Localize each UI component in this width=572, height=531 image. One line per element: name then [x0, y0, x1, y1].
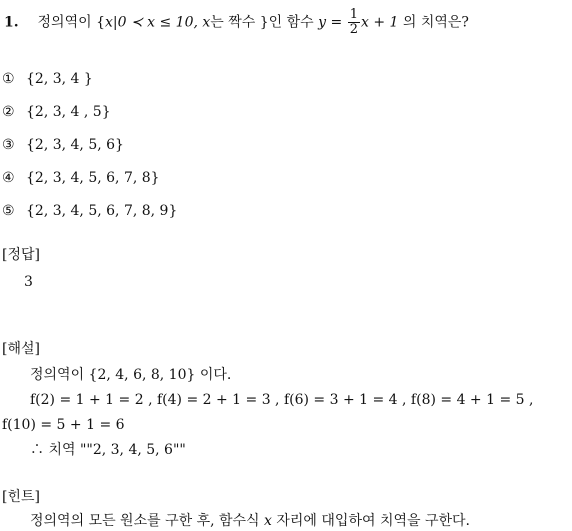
- answer-label: [정답]: [2, 247, 40, 263]
- question-text-after: 의 치역은?: [398, 14, 469, 31]
- fraction: [348, 8, 360, 37]
- fraction-numerator: 1: [349, 7, 358, 22]
- option-2-mark: ②: [2, 104, 15, 120]
- hint-label: [힌트]: [2, 489, 40, 505]
- explanation-line-3: f(10) = 5 + 1 = 6: [2, 417, 125, 433]
- explanation-label: [해설]: [2, 341, 40, 357]
- option-4[interactable]: [2, 169, 160, 187]
- option-3-mark: ③: [2, 137, 15, 153]
- question-text-before: 정의역이 {: [37, 14, 105, 31]
- explanation-line-4: ∴ 치역 ""2, 3, 4, 5, 6"": [30, 442, 186, 458]
- hint-variable: x: [264, 513, 272, 529]
- option-5-mark: ⑤: [2, 203, 15, 219]
- fraction-denominator: 2: [349, 22, 358, 37]
- option-4-text: {2, 3, 4, 5, 6, 7, 8}: [26, 170, 160, 186]
- option-5-text: {2, 3, 4, 5, 6, 7, 8, 9}: [26, 203, 178, 219]
- hint-text-before: 정의역의 모든 원소를 구한 후, 함수식: [30, 513, 265, 529]
- option-1[interactable]: [2, 70, 93, 88]
- question-line: [4, 8, 469, 37]
- explanation-line-1: 정의역이 {2, 4, 6, 8, 10} 이다.: [30, 367, 232, 383]
- option-2-text: {2, 3, 4 , 5}: [26, 104, 111, 120]
- question-text-mid: 는 짝수 }인 함수: [210, 14, 319, 31]
- hint-text: [30, 512, 470, 530]
- option-3-text: {2, 3, 4, 5, 6}: [26, 137, 124, 153]
- question-number: 1.: [4, 14, 19, 31]
- option-4-mark: ④: [2, 170, 15, 186]
- option-1-mark: ①: [2, 71, 15, 87]
- option-5[interactable]: [2, 202, 177, 220]
- option-1-text: {2, 3, 4 }: [26, 71, 93, 87]
- hint-text-after: 자리에 대입하여 치역을 구한다.: [271, 513, 470, 529]
- question-func-rhs: x + 1: [360, 14, 399, 31]
- option-2[interactable]: [2, 103, 111, 121]
- option-3[interactable]: [2, 136, 124, 154]
- answer-value: 3: [24, 274, 33, 290]
- explanation-line-2: f(2) = 1 + 1 = 2 , f(4) = 2 + 1 = 3 , f(6) = 3 + 1 = 4 , f(8) = 4 + 1 = 5 ,: [30, 392, 534, 408]
- question-domain-expr: x|0 ≺ x ≤ 10, x: [105, 14, 211, 31]
- question-func-lhs: y =: [318, 14, 343, 31]
